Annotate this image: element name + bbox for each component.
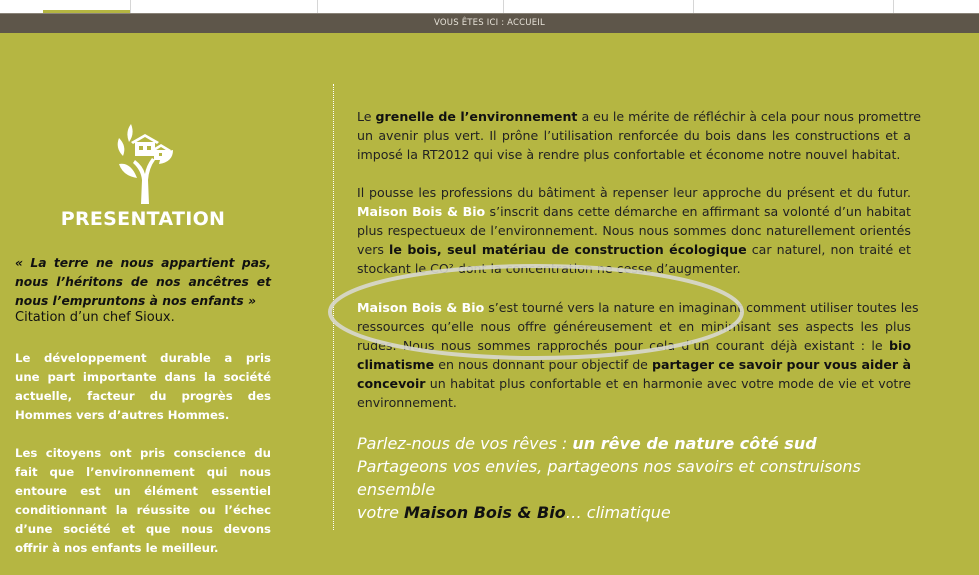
breadcrumb: VOUS ÊTES ICI : ACCUEIL bbox=[0, 13, 979, 33]
bio-highlight: bio bbox=[889, 338, 911, 353]
text-line: un avenir plus vert. Il prône l’utilisation renforcée du bois dans les constructions et a bbox=[357, 128, 911, 143]
text-line: ressources qu’elle nous offre généreusement et en minimisant ses aspects les plus bbox=[357, 319, 911, 334]
presentation-title: PRESENTATION bbox=[60, 208, 226, 230]
nav-tab-3[interactable] bbox=[317, 0, 503, 13]
text-run: a eu le mérite de réfléchir à cela pour nous promettre bbox=[577, 109, 922, 124]
text-line bbox=[357, 202, 911, 221]
text-line: Hommes vers d’autres Hommes. bbox=[15, 408, 230, 422]
nav-tab-2[interactable] bbox=[130, 0, 317, 13]
text-line bbox=[357, 374, 911, 393]
citizens-paragraph bbox=[15, 444, 271, 558]
nav-tab-home[interactable] bbox=[43, 0, 130, 13]
text-run: votre bbox=[357, 503, 405, 522]
nav-tab-6[interactable] bbox=[893, 0, 979, 13]
text-line: d’une société et que nous devons bbox=[15, 522, 271, 536]
text-line: fait que l’environnement qui nous bbox=[15, 465, 271, 479]
brand-name: Maison Bois & Bio bbox=[404, 503, 566, 522]
text-line: environnement. bbox=[357, 395, 457, 410]
text-run: s’est tourné vers la nature en imaginant comment utiliser toutes les bbox=[484, 300, 919, 315]
text-line: Le développement durable a pris bbox=[15, 351, 271, 365]
text-line: plus respectueux de l’environnement. Nous nous sommes donc naturellement orientés bbox=[357, 223, 911, 238]
wood-highlight: le bois, seul matériau de construction écologique bbox=[389, 242, 747, 257]
text-line: Les citoyens ont pris conscience du bbox=[15, 446, 271, 460]
tagline-line bbox=[357, 432, 917, 455]
text-line: actuelle, facteur du progrès des bbox=[15, 389, 271, 403]
nav-tab-4[interactable] bbox=[503, 0, 693, 13]
dreams-tagline bbox=[357, 432, 917, 524]
tagline-line bbox=[357, 501, 917, 524]
text-line: Il pousse les professions du bâtiment à repenser leur approche du présent et du futur. bbox=[357, 185, 911, 200]
quote-line: nous l’héritons de nos ancêtres et bbox=[15, 275, 271, 289]
text-line: entoure est un élément essentiel bbox=[15, 484, 271, 498]
text-line bbox=[357, 240, 911, 259]
nav-tab-5[interactable] bbox=[693, 0, 893, 13]
quote-line: « La terre ne nous appartient pas, bbox=[15, 256, 271, 270]
brand-name: Maison Bois & Bio bbox=[357, 300, 485, 315]
brand-name: Maison Bois & Bio bbox=[357, 204, 486, 219]
climatisme-highlight: climatisme bbox=[357, 357, 435, 372]
grenelle-highlight: grenelle de l’environnement bbox=[375, 109, 578, 124]
quote-line: nous l’empruntons à nos enfants » bbox=[15, 294, 257, 308]
text-line: stockant le CO² dont la concentration ne cesse d’augmenter. bbox=[357, 261, 741, 276]
share-highlight: partager ce savoir pour vous aider à bbox=[651, 357, 911, 372]
text-line: imposé la RT2012 qui vise à rendre plus confortable et économe notre nouvel habitat. bbox=[357, 147, 901, 162]
text-run: s’inscrit dans cette démarche en affirmant sa volonté d’un habitat bbox=[485, 204, 911, 219]
sioux-quote bbox=[15, 254, 271, 311]
text-run: en nous donnant pour objectif de bbox=[434, 357, 652, 372]
text-run: vers bbox=[357, 242, 390, 257]
text-run: Parlez-nous de vos rêves : bbox=[357, 434, 573, 453]
text-run: rudes. Nous nous sommes rapprochés pour cela d’un courant déjà existant : le bbox=[357, 338, 890, 353]
sustainable-paragraph bbox=[15, 349, 271, 425]
text-run: car naturel, non traité et bbox=[746, 242, 911, 257]
top-navigation bbox=[0, 0, 979, 13]
text-line: offrir à nos enfants le meilleur. bbox=[15, 541, 219, 555]
dream-highlight: un rêve de nature côté sud bbox=[572, 434, 817, 453]
quote-citation: Citation d’un chef Sioux. bbox=[15, 310, 175, 325]
text-line bbox=[357, 107, 922, 126]
text-line: une part importante dans la société bbox=[15, 370, 271, 384]
tagline-line: Partageons vos envies, partageons nos savoirs et construisons ensemble bbox=[357, 457, 861, 499]
text-run: un habitat plus confortable et en harmonie avec votre mode de vie et votre bbox=[425, 376, 911, 391]
concevoir-highlight: concevoir bbox=[357, 376, 426, 391]
text-run: Le bbox=[357, 109, 376, 124]
tree-house-icon bbox=[115, 120, 175, 204]
text-line: conditionnant la réussite ou l’échec bbox=[15, 503, 271, 517]
highlight-ellipse bbox=[327, 262, 745, 362]
text-run: … climatique bbox=[565, 503, 671, 522]
grenelle-paragraph bbox=[357, 107, 922, 164]
